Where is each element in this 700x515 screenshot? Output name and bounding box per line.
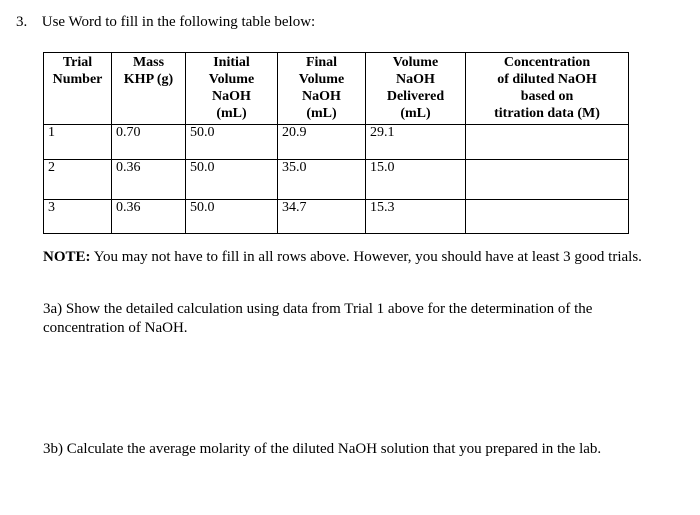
- cell-mass-khp[interactable]: 0.36: [112, 200, 186, 234]
- cell-final-volume[interactable]: 35.0: [278, 160, 366, 200]
- table-header-row: [44, 53, 629, 125]
- cell-final-volume[interactable]: 20.9: [278, 125, 366, 160]
- cell-concentration[interactable]: [466, 160, 629, 200]
- cell-initial-volume[interactable]: 50.0: [186, 200, 278, 234]
- cell-volume-delivered[interactable]: 15.0: [366, 160, 466, 200]
- header-concentration: Concentration of diluted NaOH based on titration data (M): [466, 53, 629, 125]
- cell-mass-khp[interactable]: 0.36: [112, 160, 186, 200]
- cell-mass-khp[interactable]: 0.70: [112, 125, 186, 160]
- question-number: 3.: [16, 14, 28, 30]
- table-row: [44, 200, 629, 234]
- cell-volume-delivered[interactable]: 29.1: [366, 125, 466, 160]
- cell-volume-delivered[interactable]: 15.3: [366, 200, 466, 234]
- question-heading: [16, 14, 315, 31]
- cell-concentration[interactable]: [466, 125, 629, 160]
- table-row: [44, 125, 629, 160]
- cell-initial-volume[interactable]: 50.0: [186, 125, 278, 160]
- cell-final-volume[interactable]: 34.7: [278, 200, 366, 234]
- note-text: You may not have to fill in all rows above. However, you should have at least 3 good trials.: [90, 249, 642, 265]
- question-text: Use Word to fill in the following table below:: [41, 14, 316, 30]
- question-3a: 3a) Show the detailed calculation using data from Trial 1 above for the determination of the concentration of NaOH.: [43, 301, 593, 336]
- header-mass-khp: Mass KHP (g): [112, 53, 186, 125]
- header-trial-number: Trial Number: [44, 53, 112, 125]
- cell-trial-number[interactable]: 1: [44, 125, 112, 160]
- cell-concentration[interactable]: [466, 200, 629, 234]
- cell-initial-volume[interactable]: 50.0: [186, 160, 278, 200]
- note-paragraph: [43, 248, 643, 267]
- note-label: NOTE:: [43, 249, 91, 265]
- cell-trial-number[interactable]: 3: [44, 200, 112, 234]
- cell-trial-number[interactable]: 2: [44, 160, 112, 200]
- header-volume-delivered: Volume NaOH Delivered (mL): [366, 53, 466, 125]
- question-3b: 3b) Calculate the average molarity of the diluted NaOH solution that you prepared in the lab.: [43, 441, 602, 457]
- titration-table: [43, 52, 629, 234]
- table-row: [44, 160, 629, 200]
- header-initial-volume: Initial Volume NaOH (mL): [186, 53, 278, 125]
- header-final-volume: Final Volume NaOH (mL): [278, 53, 366, 125]
